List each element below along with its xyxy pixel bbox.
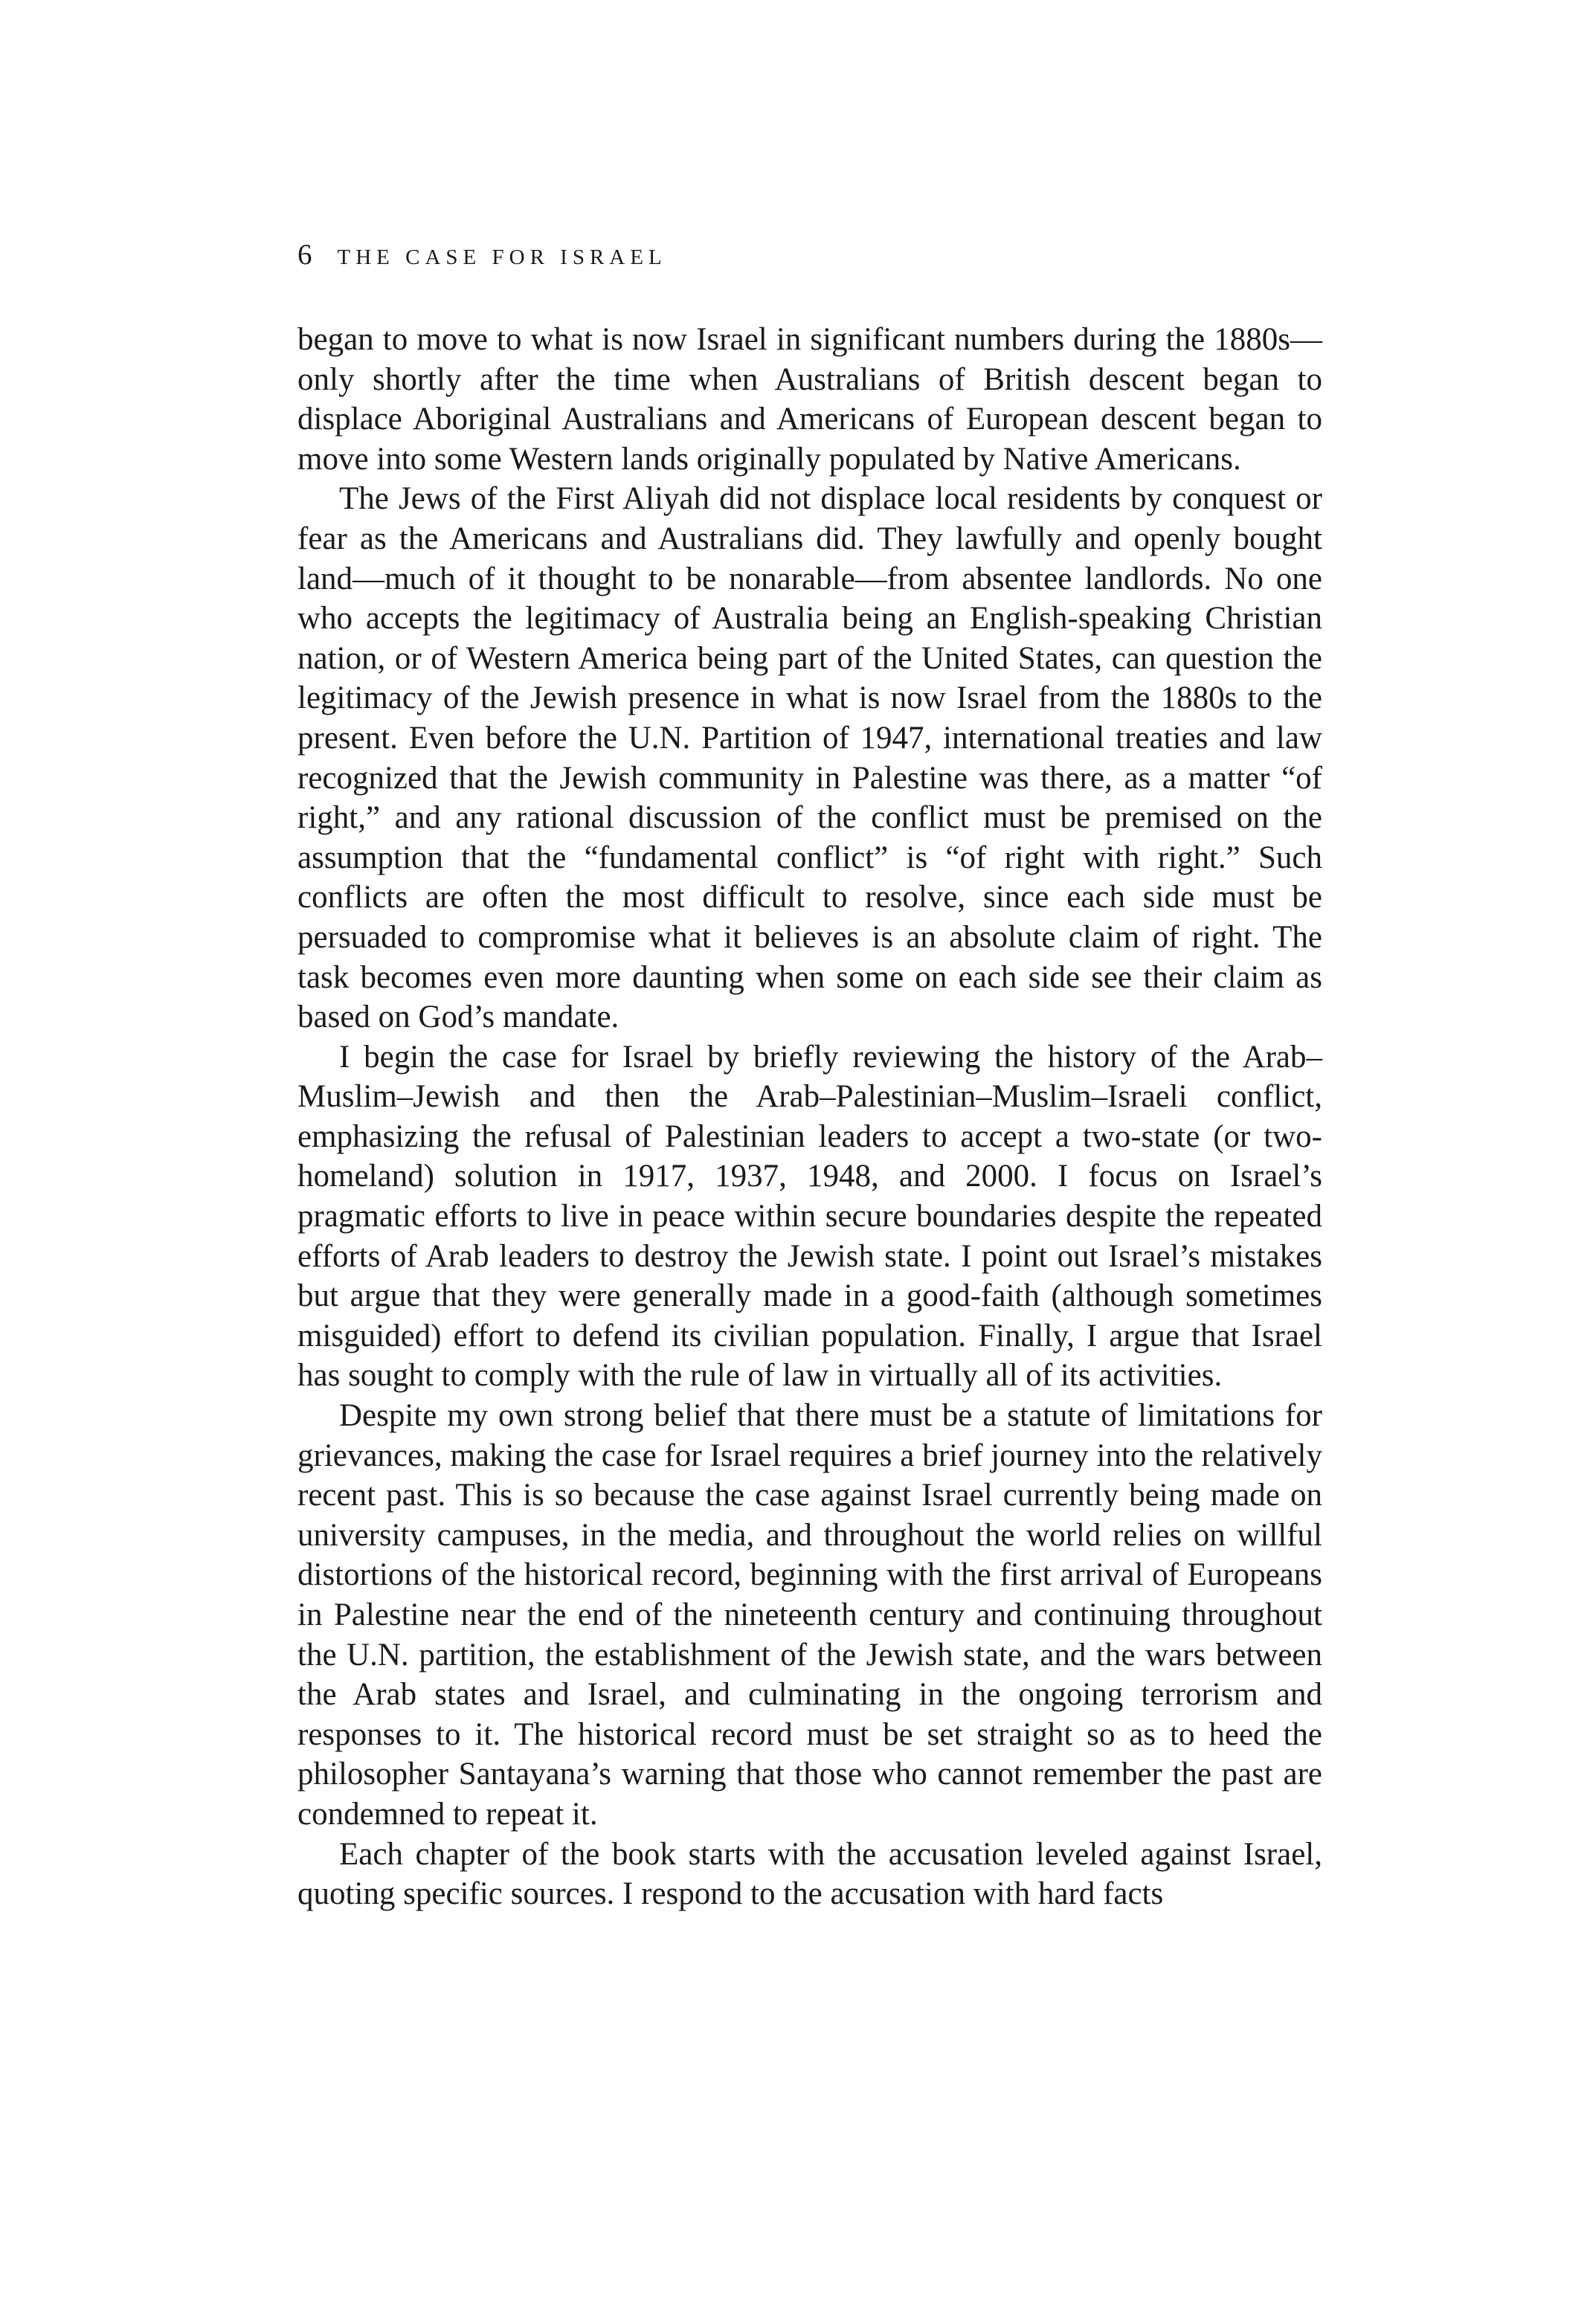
paragraph: Each chapter of the book starts with the accusation leveled against Israel, quoting specific sources. I respond to the accusation with hard facts (297, 1836, 1322, 1912)
paragraph: began to move to what is now Israel in significant numbers during the 1880s—only shortly after the time when Australians of British descent began to displace Aboriginal Australians and Americans of European descent began to move into some Western lands originally populated by Native Americans. (297, 322, 1322, 477)
running-head (297, 238, 667, 275)
paragraph: I begin the case for Israel by briefly reviewing the history of the Arab–Muslim–Jewish and then the Arab–Palestinian–Muslim–Israeli conflict, emphasizing the refusal of Palestinian leaders to accept a two-state (or two-homeland) solution in 1917, 1937, 1948, and 2000. I focus on Israel’s pragmatic efforts to live in peace within secure boundaries despite the repeated efforts of Arab leaders to destroy the Jewish state. I point out Israel’s mistakes but argue that they were generally made in a good-faith (although sometimes misguided) effort to defend its civilian population. Finally, I argue that Israel has sought to comply with the rule of law in virtually all of its activities. (297, 1039, 1322, 1394)
body-text (297, 320, 1322, 1914)
running-title: THE CASE FOR ISRAEL (337, 245, 667, 269)
paragraph: Despite my own strong belief that there must be a statute of limitations for grievances, making the case for Israel requires a brief journey into the relatively recent past. This is so because the case against Israel currently being made on university campuses, in the media, and throughout the world relies on willful distortions of the historical record, beginning with the first arrival of Europeans in Palestine near the end of the nineteenth century and continuing throughout the U.N. partition, the establishment of the Jewish state, and the wars between the Arab states and Israel, and culminating in the ongoing terrorism and responses to it. The historical record must be set straight so as to heed the philosopher Santayana’s warning that those who cannot remember the past are condemned to repeat it. (297, 1398, 1322, 1832)
paragraph: The Jews of the First Aliyah did not displace local residents by conquest or fear as the Americans and Australians did. They lawfully and openly bought land—much of it thought to be nonarable—from absentee landlords. No one who accepts the legitimacy of Australia being an English-speaking Christian nation, or of Western America being part of the United States, can question the legitimacy of the Jewish presence in what is now Israel from the 1880s to the present. Even before the U.N. Partition of 1947, international treaties and law recognized that the Jewish community in Palestine was there, as a matter “of right,” and any rational discussion of the conflict must be premised on the assumption that the “fundamental conflict” is “of right with right.” Such conflicts are often the most difficult to resolve, since each side must be persuaded to compromise what it believes is an absolute claim of right. The task becomes even more daunting when some on each side see their claim as based on God’s mandate. (297, 481, 1322, 1035)
page-number: 6 (297, 239, 312, 271)
